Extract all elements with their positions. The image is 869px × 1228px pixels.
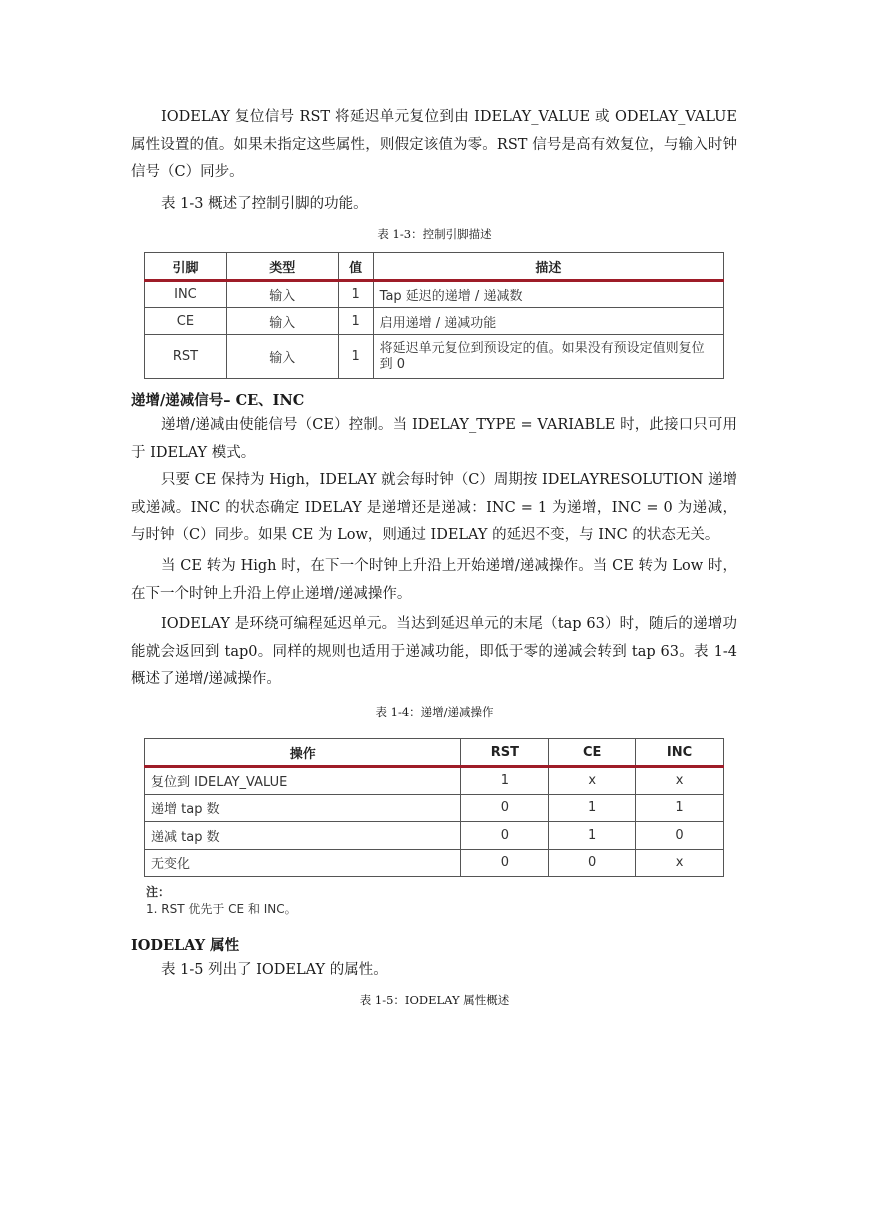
note-item: 1. RST 优先于 CE 和 INC。 <box>146 902 297 916</box>
cell-value: 1 <box>338 308 373 335</box>
cell-description: Tap 延迟的递增 / 递减数 <box>373 281 723 308</box>
cell-description: 启用递增 / 递减功能 <box>373 308 723 335</box>
cell-pin: CE <box>145 308 227 335</box>
cell-operation: 递减 tap 数 <box>145 822 461 850</box>
cell-ce: 0 <box>549 849 636 877</box>
section-heading-ce-inc: 递增/递减信号– CE、INC <box>131 392 305 409</box>
paragraph-ce-control: 递增/递减由使能信号（CE）控制。当 IDELAY_TYPE = VARIABLE 时，此接口只可用于 IDELAY 模式。 <box>131 417 737 461</box>
cell-operation: 无变化 <box>145 849 461 877</box>
cell-operation: 复位到 IDELAY_VALUE <box>145 767 461 795</box>
column-header-value: 值 <box>338 253 373 281</box>
cell-operation: 递增 tap 数 <box>145 794 461 822</box>
cell-ce: 1 <box>549 822 636 850</box>
column-header-operation: 操作 <box>145 739 461 767</box>
paragraph-attributes-intro: 表 1-5 列出了 IODELAY 的属性。 <box>161 962 388 978</box>
cell-inc: 1 <box>636 794 724 822</box>
section-heading-iodelay-attributes: IODELAY 属性 <box>131 937 240 954</box>
table-row <box>145 308 724 335</box>
column-header-ce: CE <box>549 739 636 767</box>
column-header-description: 描述 <box>373 253 723 281</box>
cell-ce: 1 <box>549 794 636 822</box>
cell-value: 1 <box>338 281 373 308</box>
cell-description: 将延迟单元复位到预设定的值。如果没有预设定值则复位到 0 <box>373 335 723 379</box>
column-header-pin: 引脚 <box>145 253 227 281</box>
cell-type: 输入 <box>226 281 338 308</box>
column-header-inc: INC <box>636 739 724 767</box>
cell-rst: 0 <box>461 849 549 877</box>
table-row <box>145 794 724 822</box>
paragraph-ce-transition: 当 CE 转为 High 时，在下一个时钟上升沿上开始递增/递减操作。当 CE 转为 Low 时，在下一个时钟上升沿上停止递增/递减操作。 <box>131 558 737 602</box>
column-header-type: 类型 <box>226 253 338 281</box>
cell-inc: 0 <box>636 822 724 850</box>
table-row <box>145 335 724 379</box>
cell-type: 输入 <box>226 308 338 335</box>
table-increment-decrement-operations <box>144 738 724 877</box>
table-row <box>145 822 724 850</box>
cell-inc: x <box>636 849 724 877</box>
cell-rst: 1 <box>461 767 549 795</box>
cell-pin: INC <box>145 281 227 308</box>
paragraph-increment-decrement: 只要 CE 保持为 High，IDELAY 就会每时钟（C）周期按 IDELAYRESOLUTION 递增或递减。INC 的状态确定 IDELAY 是递增还是递减：INC = 1 为递增，INC = 0 为递减，与时钟（C）同步。如果 CE 为 Low，则通过 IDELAY 的延迟不变，与 INC 的状态无关。 <box>131 472 737 543</box>
cell-pin: RST <box>145 335 227 379</box>
table-header-row <box>145 739 724 767</box>
cell-rst: 0 <box>461 794 549 822</box>
table-header-row <box>145 253 724 281</box>
caption-table-1-4: 表 1-4：递增/递减操作 <box>375 705 494 719</box>
paragraph-rst: IODELAY 复位信号 RST 将延迟单元复位到由 IDELAY_VALUE 或 ODELAY_VALUE 属性设置的值。如果未指定这些属性，则假定该值为零。RST 信号是高有效复位，与输入时钟信号（C）同步。 <box>131 109 737 180</box>
table-row <box>145 281 724 308</box>
table-notes <box>146 884 297 918</box>
table-row <box>145 767 724 795</box>
notes-heading: 注： <box>146 885 171 899</box>
caption-table-1-3: 表 1-3：控制引脚描述 <box>377 227 492 241</box>
paragraph-table-intro: 表 1-3 概述了控制引脚的功能。 <box>161 196 368 212</box>
cell-value: 1 <box>338 335 373 379</box>
caption-table-1-5: 表 1-5：IODELAY 属性概述 <box>359 993 510 1007</box>
column-header-rst: RST <box>461 739 549 767</box>
paragraph-wraparound: IODELAY 是环绕可编程延迟单元。当达到延迟单元的末尾（tap 63）时，随后的递增功能就会返回到 tap0。同样的规则也适用于递减功能，即低于零的递减会转到 tap 63。表 1-4 概述了递增/递减操作。 <box>131 616 737 687</box>
cell-inc: x <box>636 767 724 795</box>
cell-ce: x <box>549 767 636 795</box>
table-row <box>145 849 724 877</box>
table-control-pins <box>144 252 724 379</box>
cell-type: 输入 <box>226 335 338 379</box>
cell-rst: 0 <box>461 822 549 850</box>
